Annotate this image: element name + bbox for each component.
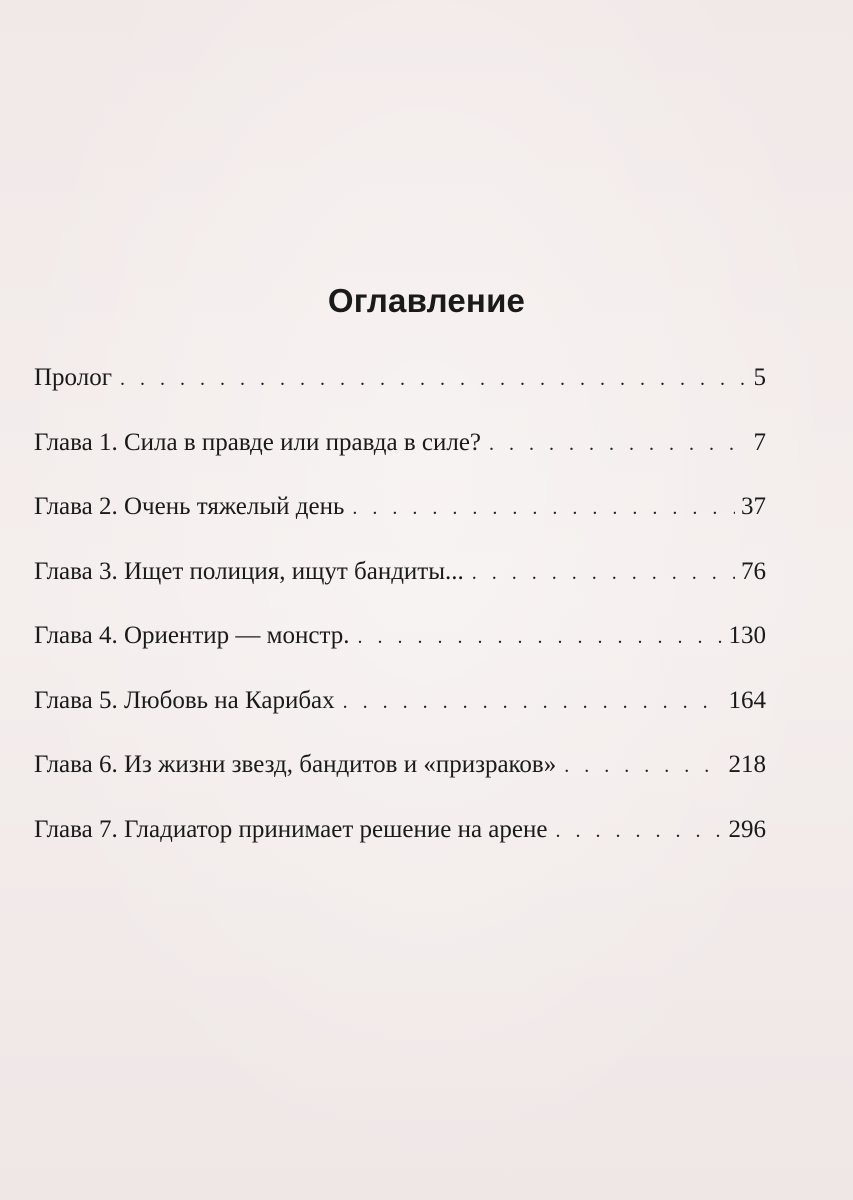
toc-entry-page: 5 xyxy=(753,364,766,391)
toc-entry-title: Глава 3. Ищет полиция, ищут бандиты... xyxy=(34,557,464,585)
toc-entry-chapter-3 xyxy=(34,554,766,619)
toc-dot-leader xyxy=(489,426,747,462)
toc-entry-chapter-1 xyxy=(34,425,766,490)
toc-entry-chapter-7 xyxy=(34,812,766,877)
toc-dot-leader xyxy=(564,748,722,784)
toc-dot-leader xyxy=(555,813,722,849)
toc-entry-page: 7 xyxy=(753,428,766,456)
toc-entry-title: Глава 5. Любовь на Карибах xyxy=(34,686,335,714)
table-of-contents xyxy=(34,360,766,876)
toc-entry-title: Глава 1. Сила в правде или правда в силе? xyxy=(34,428,482,456)
toc-dot-leader xyxy=(357,619,722,655)
toc-entry-title: Глава 2. Очень тяжелый день xyxy=(34,493,345,520)
toc-dot-leader xyxy=(352,490,735,526)
toc-entry-page: 218 xyxy=(728,751,766,778)
toc-entry-page: 130 xyxy=(728,622,766,649)
toc-entry-title: Глава 7. Гладиатор принимает решение на арене xyxy=(34,815,548,843)
toc-entry-chapter-5 xyxy=(34,683,766,748)
toc-dot-leader xyxy=(343,684,723,720)
toc-entry-chapter-6 xyxy=(34,747,766,812)
page-title: Оглавление xyxy=(327,282,526,319)
toc-entry-chapter-2 xyxy=(34,489,766,554)
toc-entry-chapter-4 xyxy=(34,618,766,683)
toc-dot-leader xyxy=(472,555,735,591)
toc-entry-title: Пролог xyxy=(34,364,112,391)
toc-entry-page: 37 xyxy=(741,493,766,520)
toc-entry-title: Глава 4. Ориентир — монстр. xyxy=(34,622,350,649)
toc-dot-leader xyxy=(120,361,748,397)
toc-entry-page: 76 xyxy=(741,557,766,585)
toc-entry-title: Глава 6. Из жизни звезд, бандитов и «призраков» xyxy=(34,751,557,778)
toc-entry-page: 164 xyxy=(728,686,766,714)
toc-entry-prologue xyxy=(34,360,766,425)
toc-entry-page: 296 xyxy=(728,815,766,843)
